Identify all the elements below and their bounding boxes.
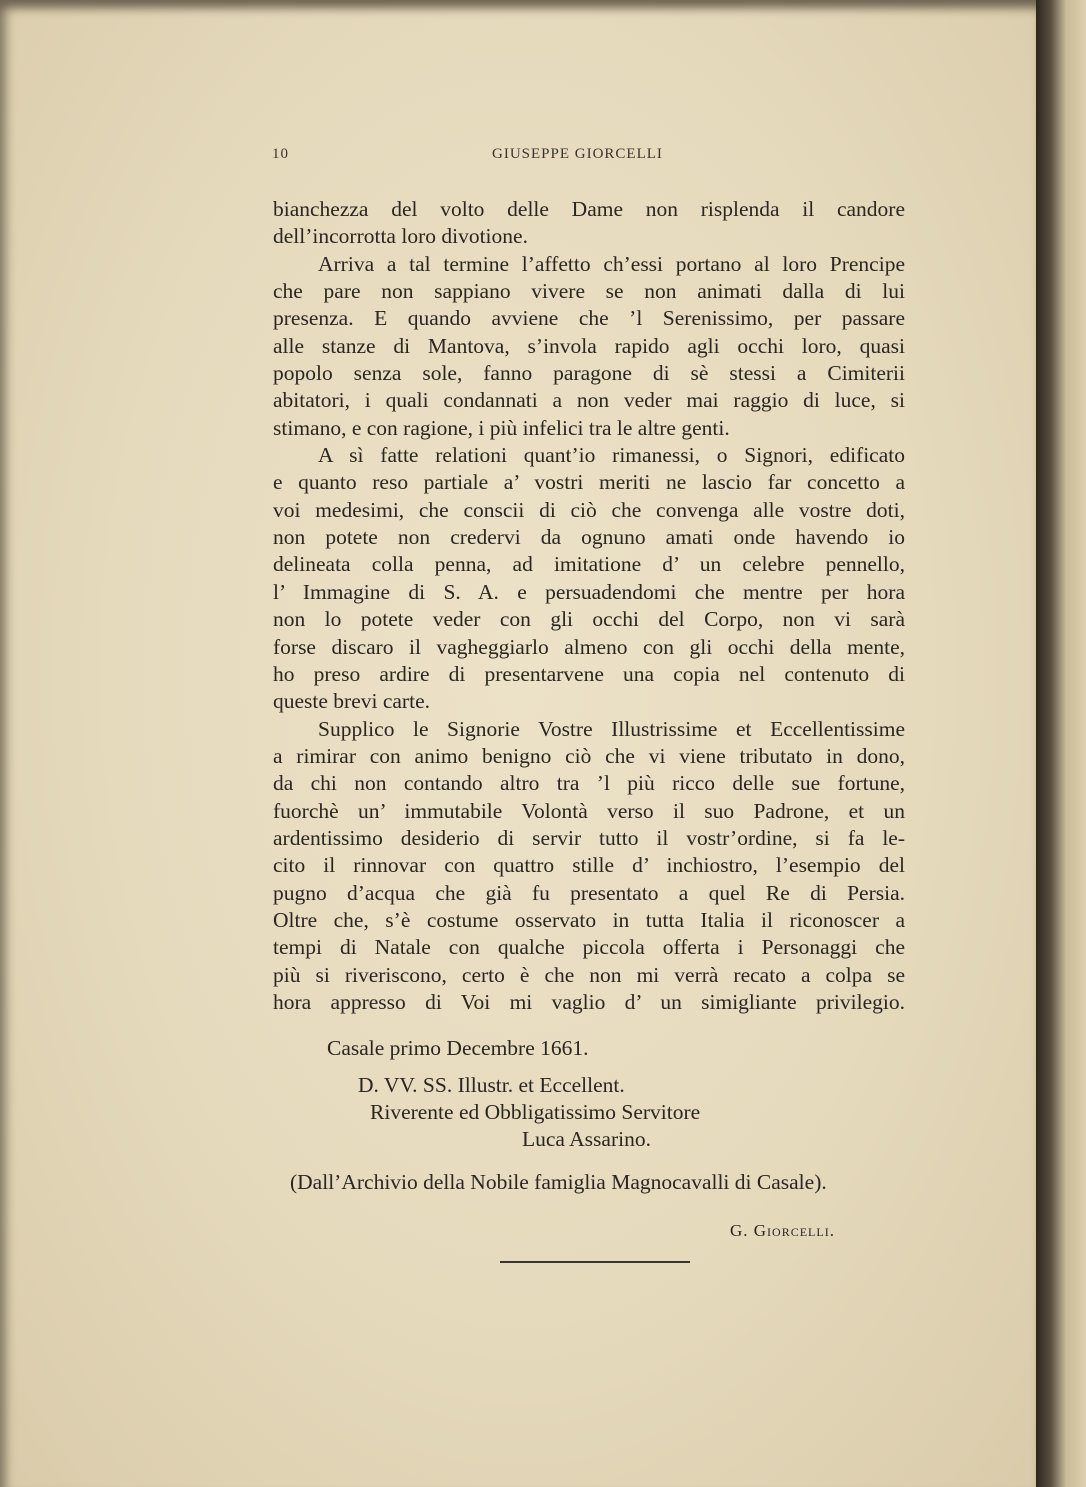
text-line: pugno d’acqua che già fu presentato a quel Re di Persia. [273,880,905,905]
text-line: alle stanze di Mantova, s’invola rapido agli occhi loro, quasi [273,333,905,358]
text-line: Supplico le Signorie Vostre Illustrissime et Eccellentissime [318,716,905,741]
text-line: da chi non contando altro tra ’l più ricco delle sue fortune, [273,771,905,796]
closing-author: Luca Assarino. [522,1127,651,1151]
text-line: abitatori, i quali condannati a non veder mai raggio di luce, si [273,388,905,413]
text-line: stimano, e con ragione, i più infelici tra le altre genti. [273,415,730,440]
text-line: Oltre che, s’è costume osservato in tutta Italia il riconoscer a [273,907,905,932]
signature: G. Giorcelli. [730,1221,835,1240]
text-line: popolo senza sole, fanno paragone di sè stessi a Cimiterii [273,361,905,386]
text-line: non potete non credervi da ognuno amati onde havendo io [273,525,905,550]
page-number: 10 [272,146,289,162]
text-line: Arriva a tal termine l’affetto ch’essi portano al loro Prencipe [318,251,905,276]
text-line: l’ Immagine di S. A. e persuadendomi che mentre per hora [273,579,905,604]
text-line: presenza. E quando avviene che ’l Serenissimo, per passare [273,306,905,331]
text-line: cito il rinnovar con quattro stille d’ inchiostro, l’esempio del [273,853,905,878]
text-line: a rimirar con animo benigno ciò che vi viene tributato in dono, [273,743,905,768]
text-line: dell’incorrotta loro divotione. [273,224,528,249]
text-line: voi medesimi, che conscii di ciò che convenga alle vostre doti, [273,497,905,522]
text-line: queste brevi carte. [273,689,430,714]
running-title: GIUSEPPE GIORCELLI [492,146,663,162]
closing-date: Casale primo Decembre 1661. [327,1036,589,1060]
body-text [273,196,905,1016]
closing-servant: Riverente ed Obbligatissimo Servitore [370,1100,701,1124]
text-line: bianchezza del volto delle Dame non risplenda il candore [273,197,905,221]
closing-salutation: D. VV. SS. Illustr. et Eccellent. [358,1073,625,1097]
text-line: hora appresso di Voi mi vaglio d’ un simigliante privilegio. [273,989,905,1014]
text-line: non lo potete veder con gli occhi del Corpo, non vi sarà [273,607,905,632]
archive-source: (Dall’Archivio della Nobile famiglia Magnocavalli di Casale). [290,1170,827,1194]
text-line: forse discaro il vagheggiarlo almeno con gli occhi della mente, [273,634,905,659]
adjacent-page-edge [1036,0,1086,1487]
end-rule-divider [500,1261,690,1263]
text-line: che pare non sappiano vivere se non animati dalla di lui [273,279,905,304]
text-line: ardentissimo desiderio di servir tutto il vostr’ordine, si fa le- [273,825,905,850]
text-line: ho preso ardire di presentarvene una copia nel contenuto di [273,661,905,686]
text-line: e quanto reso partiale a’ vostri meriti ne lascio far concetto a [273,470,905,495]
text-line: A sì fatte relationi quant’io rimanessi, o Signori, edificato [318,443,905,468]
text-line: tempi di Natale con qualche piccola offerta i Personaggi che [273,935,905,960]
text-line: più si riveriscono, certo è che non mi verrà recato a colpa se [273,962,905,987]
text-line: fuorchè un’ immutabile Volontà verso il suo Padrone, et un [273,798,905,823]
text-line: delineata colla penna, ad imitatione d’ un celebre pennello, [273,552,905,577]
